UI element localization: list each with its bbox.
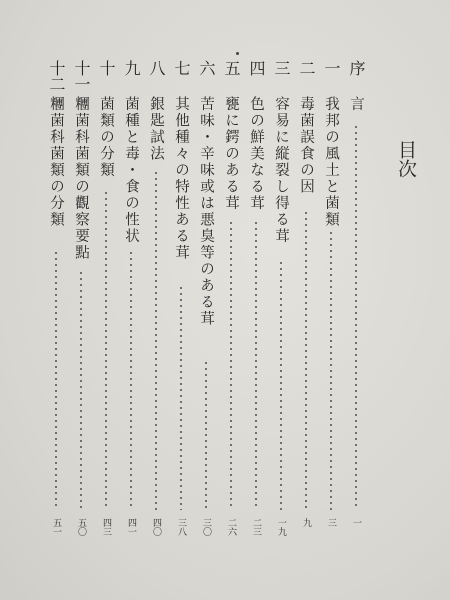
leader-dots bbox=[130, 250, 132, 510]
entry-number: 二 bbox=[297, 60, 316, 78]
leader-dots bbox=[205, 360, 207, 510]
toc-entry[interactable] bbox=[269, 60, 293, 580]
entry-label: 菌類の分類 bbox=[98, 96, 114, 179]
toc-entry[interactable] bbox=[319, 60, 343, 580]
toc-entry[interactable] bbox=[44, 60, 68, 580]
leader-dots bbox=[280, 260, 282, 510]
leader-dots bbox=[155, 170, 157, 510]
entry-page: 二六 bbox=[226, 518, 236, 536]
entry-page: 五一 bbox=[51, 518, 61, 536]
entry-page: 九 bbox=[301, 518, 311, 527]
toc-title: 目次 bbox=[395, 140, 417, 178]
leader-dots bbox=[55, 250, 57, 510]
entry-label: 苦味・辛味或は悪臭等のある茸 bbox=[198, 96, 214, 327]
entry-number: 五 bbox=[222, 60, 241, 78]
entry-number: 十 bbox=[97, 60, 116, 78]
leader-dots bbox=[180, 285, 182, 510]
entry-page: 三八 bbox=[176, 518, 186, 536]
toc-entry[interactable] bbox=[244, 60, 268, 580]
entry-number: 九 bbox=[122, 60, 141, 78]
entry-page: 二三 bbox=[251, 518, 261, 536]
entry-page: 一 bbox=[351, 518, 361, 527]
toc-entry[interactable] bbox=[294, 60, 318, 580]
entry-number: 序 bbox=[347, 60, 366, 78]
leader-dots bbox=[330, 230, 332, 510]
entry-number: 六 bbox=[197, 60, 216, 78]
entry-number: 八 bbox=[147, 60, 166, 78]
leader-dots bbox=[105, 190, 107, 510]
entry-page: 四三 bbox=[101, 518, 111, 536]
entry-number: 十一 bbox=[72, 60, 91, 92]
entry-page: 三 bbox=[326, 518, 336, 527]
entry-page: 三〇 bbox=[201, 518, 211, 536]
entry-label: 毒菌誤食の因 bbox=[298, 96, 314, 195]
toc-entry[interactable] bbox=[169, 60, 193, 580]
leader-dots bbox=[230, 220, 232, 510]
entry-label: 言 bbox=[348, 96, 364, 113]
toc-entry[interactable] bbox=[144, 60, 168, 580]
entry-label: 糰菌科菌類の分類 bbox=[48, 96, 64, 228]
entry-number: 十二 bbox=[47, 60, 66, 92]
entry-number: 四 bbox=[247, 60, 266, 78]
toc-entry[interactable] bbox=[119, 60, 143, 580]
entry-label: 糰菌科菌類の觀察要點 bbox=[73, 96, 89, 261]
entry-label: 菌種と毒・食の性状 bbox=[123, 96, 139, 245]
entry-page: 四〇 bbox=[151, 518, 161, 536]
leader-dots bbox=[255, 220, 257, 510]
toc-entry[interactable] bbox=[94, 60, 118, 580]
leader-dots bbox=[305, 210, 307, 510]
leader-dots bbox=[355, 124, 357, 510]
leader-dots bbox=[80, 270, 82, 510]
toc-entry[interactable] bbox=[194, 60, 218, 580]
entry-page: 四一 bbox=[126, 518, 136, 536]
entry-number: 三 bbox=[272, 60, 291, 78]
entry-number: 七 bbox=[172, 60, 191, 78]
entry-page: 一九 bbox=[276, 518, 286, 536]
entry-label: 銀匙試法 bbox=[148, 96, 164, 162]
entry-number: 一 bbox=[322, 60, 341, 78]
entry-page: 五〇 bbox=[76, 518, 86, 536]
entry-label: 其他種々の特性ある茸 bbox=[173, 96, 189, 261]
toc-entry[interactable] bbox=[69, 60, 93, 580]
toc-entry[interactable] bbox=[219, 60, 243, 580]
entry-label: 容易に縦裂し得る茸 bbox=[273, 96, 289, 245]
entry-label: 色の鮮美なる茸 bbox=[248, 96, 264, 212]
toc-entry[interactable] bbox=[344, 60, 368, 580]
entry-label: 我邦の風土と菌類 bbox=[323, 96, 339, 228]
entry-label: 甕に鍔のある茸 bbox=[223, 96, 239, 212]
